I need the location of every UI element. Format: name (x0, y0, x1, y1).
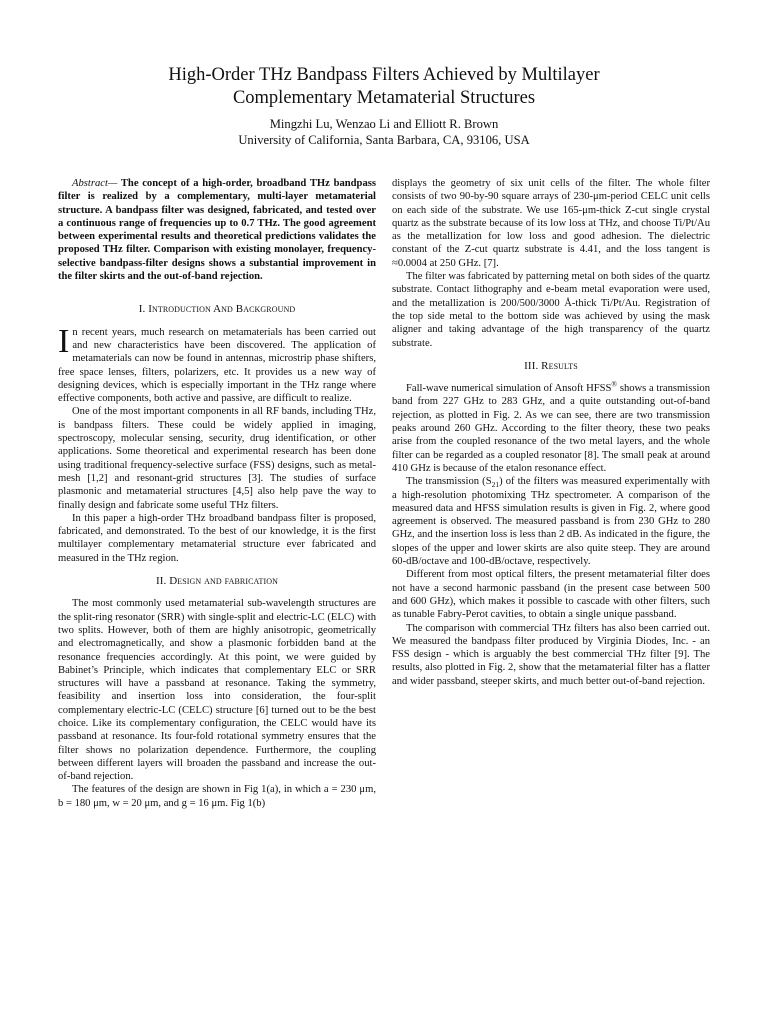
intro-paragraph-2: One of the most important components in all RF bands, including THz, is bandpass filters. These could be widely applied in imaging, spectroscopy, molecular sensing, security, drug identification, or other applications. Some theoretical and experimental research has been done using traditional frequency-selective surface (FSS) designs, such as metal-mesh [1,2] and resonant-grid structures [3]. The studies of surface plasmonic and metamaterial structures [4,5] also help pave the way to finally design and fabricate some useful THz filters. (58, 406, 376, 511)
design-paragraph-4: The filter was fabricated by patterning metal on both sides of the quartz substrate. Contact lithography and e-beam metal evaporation were used, and the metallization is 200/500/3000 Å-thick Ti/Pt/Au. Registration of the top side metal to the bottom side was achieved by using the mask aligner and taking advantage of the high transparency of the quartz substrate. (392, 271, 710, 349)
title-line-2: Complementary Metamaterial Structures (232, 88, 536, 108)
left-column (58, 177, 376, 810)
results-paragraph-2-a: The transmission (S (406, 476, 492, 488)
right-column (392, 177, 710, 688)
results-paragraph-1-a: Fall-wave numerical simulation of Ansoft HFSS (406, 383, 612, 395)
title-line-1: High-Order THz Bandpass Filters Achieved by Multilayer (168, 65, 600, 85)
dropcap: I (58, 322, 70, 360)
intro-paragraph-1-text: n recent years, much research on metamaterials has been carried out and new characteristics have been discovered. The application of metamaterials can now be found in antennas, microstrip phase shifters, free space lenses, filters, polarizers, etc. It provides us a new way of designing devices, which is especially important in the THz range where effective components, both active and passive, are difficult to realize. (58, 326, 376, 405)
results-paragraph-1 (392, 379, 710, 475)
abstract-lead: Abstract— (72, 178, 118, 189)
section-heading-results: III. Results (524, 359, 578, 372)
paper-header (0, 64, 768, 148)
results-paragraph-2 (392, 475, 710, 568)
design-paragraph-3: displays the geometry of six unit cells of the filter. The whole filter consists of two 90-by-90 square arrays of 230-μm-period CELC unit cells on each side of the substrate. We use 165-μm-thick Z-cut single crystal quartz as the substrate because of its low loss at THz, and choose Ti/Pt/Au as the metallization for low loss and good adhesion. The dielectric constant of the Z-cut quartz substrate is 4.41, and the loss tangent is ≈0.0004 at 250 GHz. [7]. (392, 178, 710, 269)
results-paragraph-1-b: shows a transmission band from 227 GHz to 283 GHz, and a quite outstanding out-of-band rejection, as plotted in Fig. 2. As we can see, there are two transmission peaks around 260 GHz. According to the filter theory, these two peaks arise from the coupled resonance of the two metal layers, and the whole filter can be regarded as a coupled resonator [8]. The small peak at around 410 GHz is because of the etalon resonance effect. (392, 383, 710, 474)
affiliation: University of California, Santa Barbara, CA, 93106, USA (238, 133, 530, 147)
results-paragraph-4: The comparison with commercial THz filters has also been carried out. We measured the bandpass filter produced by Virginia Diodes, Inc. - an FSS design - which is arguably the best commercial THz filter [9]. The results, also plotted in Fig. 2, show that the metamaterial filter has a flatter and wider passband, steeper skirts, and much better out-of-band rejection. (392, 622, 710, 687)
design-paragraph-1: The most commonly used metamaterial sub-wavelength structures are the split-ring resonator (SRR) with single-split and electric-LC (ELC) with two splits. However, both of them are highly anisotropic, geometrically and electromagnetically, and show a plasmonic forbidden band at the resonance frequencies accordingly. At this point, we were guided by Babinet’s Principle, which indicates that complementary ELC or SRR structures will have a passband at resonance. Taking the symmetry, feasibility and insertion loss into consideration, the four-split complementary electric-LC (CELC) structure [6] turned out to be the best choice. Like its complementary configuration, the CELC would have its passband at resonance. Its four-fold rotational symmetry ensures that the filter shows no polarization dependence. Furthermore, the coupling between different layers will broaden the passband and increase the out-of-band rejection. (58, 598, 376, 783)
s21-subscript: 21 (491, 480, 500, 490)
intro-paragraph-3: In this paper a high-order THz broadband bandpass filter is proposed, fabricated, and demonstrated. To the best of our knowledge, it is the first multilayer complementary metamaterial structure ever fabricated and measured in the THz region. (58, 512, 376, 564)
design-paragraph-2: The features of the design are shown in Fig 1(a), in which a = 230 μm, b = 180 μm, w = 20 μm, and g = 16 μm. Fig 1(b) (58, 784, 376, 809)
authors: Mingzhi Lu, Wenzao Li and Elliott R. Brown (269, 117, 499, 131)
abstract-text: The concept of a high-order, broadband THz bandpass filter is realized by a complementary, multi-layer metamaterial structure. A bandpass filter was designed, fabricated, and tested over a continuous range of frequencies up to 0.7 THz. The good agreement between experimental results and theoretical predictions validates the proposed THz filter. Comparison with existing monolayer, frequency-selective bandpass-filter designs shows a substantial improvement in the filter skirts and the out-of-band rejection. (58, 178, 376, 283)
section-heading-design: II. Design and fabrication (155, 575, 279, 588)
registered-mark: ® (611, 379, 618, 389)
intro-paragraph-1 (58, 322, 376, 406)
results-paragraph-3: Different from most optical filters, the present metamaterial filter does not have a second harmonic passband (in the present case between 500 and 600 GHz), which makes it possible to cascade with other filters, such as tunable Fabry-Perot cavities, to obtain a single unique passband. (392, 569, 710, 621)
paper-title (0, 64, 768, 110)
section-heading-intro: I. Introduction And Background (138, 303, 296, 316)
abstract (58, 177, 376, 283)
results-paragraph-2-b: ) of the filters was measured experimentally with a high-resolution photomixing THz spectrometer. A comparison of the measured data and HFSS simulation results is given in Fig. 2, where good agreement is observed. The measured passband is from 230 GHz to 280 GHz, and the insertion loss is less than 2 dB. As indicated in the figure, the slopes of the upper and lower skirts are also quite steep. They are around 60-dB/octave and 100-dB/octave, respectively. (392, 476, 711, 568)
